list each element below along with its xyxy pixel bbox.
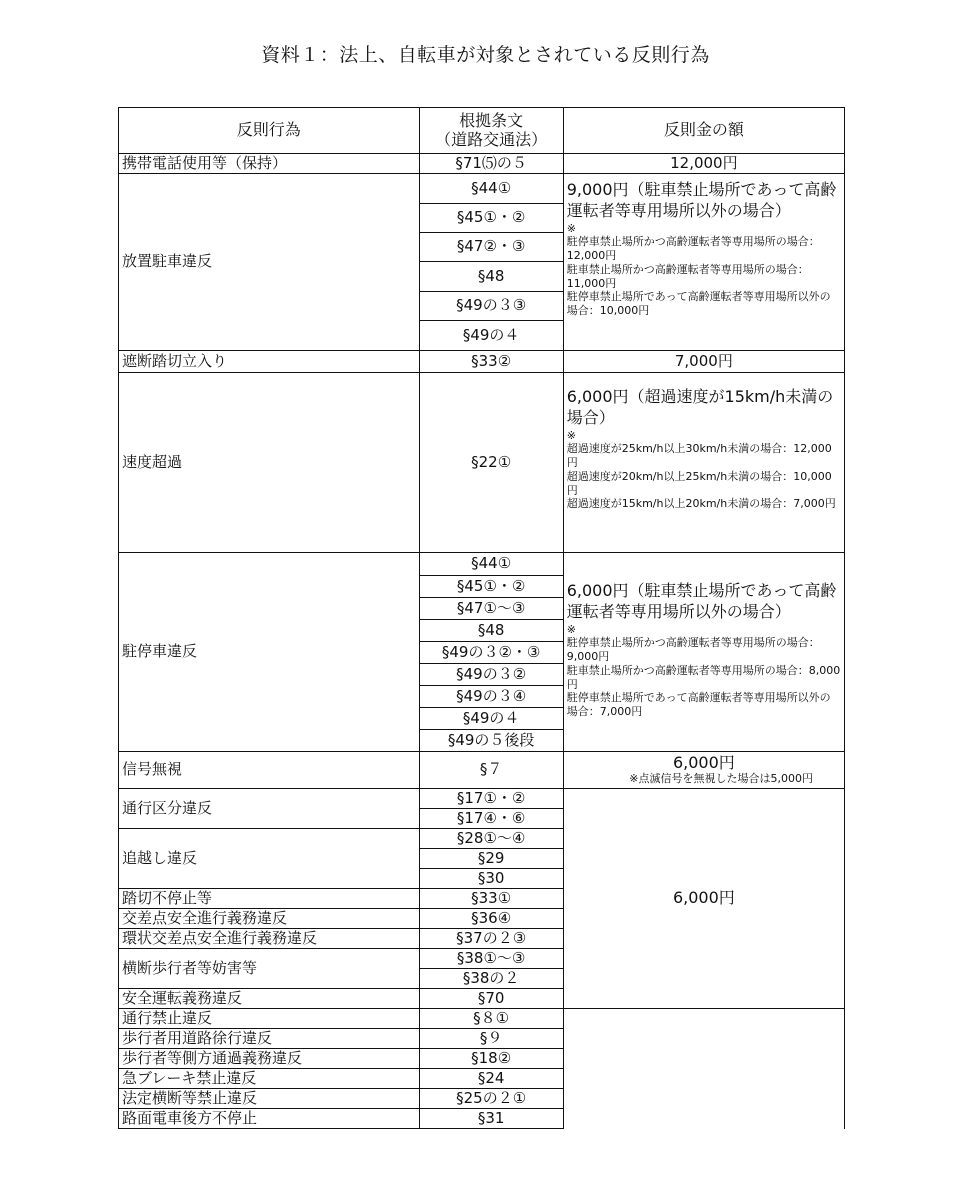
header-basis-line2: （道路交通法） — [435, 129, 548, 149]
act-cell: 環状交差点安全進行義務違反 — [119, 929, 420, 949]
article-cell: §24 — [419, 1069, 563, 1089]
article-cell: §44① — [419, 174, 563, 204]
article-cell: §38①〜③ — [419, 949, 563, 969]
article-cell: §31 — [419, 1109, 563, 1129]
fine-main: 6,000円（駐車禁止場所であって高齢運転者等専用場所以外の場合） — [566, 581, 837, 621]
fine-note: ※点滅信号を無視した場合は5,000円 — [629, 771, 813, 785]
act-cell: 歩行者用道路徐行違反 — [119, 1029, 420, 1049]
article-cell: §45①・② — [419, 204, 563, 233]
article-cell: §47②・③ — [419, 233, 563, 262]
article-cell: §30 — [419, 869, 563, 889]
fine-note: 駐停車禁止場所かつ高齢運転者等専用場所の場合：9,000円 — [566, 636, 820, 664]
table-row — [119, 553, 845, 576]
act-cell: 通行禁止違反 — [119, 1009, 420, 1029]
table-row — [119, 789, 845, 809]
act-cell: 歩行者等側方通過義務違反 — [119, 1049, 420, 1069]
act-cell: 速度超過 — [119, 373, 420, 553]
article-cell: §48 — [419, 262, 563, 292]
article-cell: §28①〜④ — [419, 829, 563, 849]
header-fine: 反則金の額 — [563, 108, 844, 154]
fine-main: 9,000円（駐車禁止場所であって高齢運転者等専用場所以外の場合） — [566, 180, 837, 220]
article-cell: §49の４ — [419, 321, 563, 351]
act-cell: 横断歩行者等妨害等 — [119, 949, 420, 989]
article-cell: §49の５後段 — [419, 730, 563, 752]
table-row — [119, 752, 845, 789]
article-cell: §９ — [419, 1029, 563, 1049]
fine-note: ※ — [566, 428, 576, 442]
article-cell: §49の３④ — [419, 686, 563, 708]
fine-note: 駐車禁止場所かつ高齢運転者等専用場所の場合：11,000円 — [566, 262, 809, 290]
act-cell: 通行区分違反 — [119, 789, 420, 829]
fine-cell: 12,000円 — [563, 154, 844, 174]
act-cell: 携帯電話使用等（保持） — [119, 154, 420, 174]
page-title: 資料１：法上、自転車が対象とされている反則行為 — [261, 44, 710, 66]
article-cell: §48 — [419, 620, 563, 642]
act-cell: 路面電車後方不停止 — [119, 1109, 420, 1129]
header-basis-line1: 根拠条文 — [459, 111, 524, 131]
act-cell: 安全運転義務違反 — [119, 989, 420, 1009]
fine-note: 駐車禁止場所かつ高齢運転者等専用場所の場合：8,000円 — [566, 663, 841, 691]
header-basis — [419, 108, 563, 154]
article-cell: §70 — [419, 989, 563, 1009]
article-cell: §49の３② — [419, 664, 563, 686]
table-row — [119, 373, 845, 553]
article-cell: §49の４ — [419, 708, 563, 730]
article-cell: §７ — [419, 752, 563, 789]
fine-cell: 7,000円 — [563, 351, 844, 373]
fine-cell-continued — [563, 1009, 844, 1129]
violation-table — [118, 107, 845, 1129]
fine-note: ※ — [566, 622, 576, 636]
article-cell: §36④ — [419, 909, 563, 929]
fine-note: ※ — [566, 221, 576, 235]
article-cell: §71⑸の５ — [419, 154, 563, 174]
article-cell: §22① — [419, 373, 563, 553]
fine-main: 6,000円（超過速度が15km/h未満の場合） — [566, 387, 834, 427]
article-cell: §37の２③ — [419, 929, 563, 949]
fine-cell — [563, 174, 844, 351]
fine-note: 駐停車禁止場所かつ高齢運転者等専用場所の場合：12,000円 — [566, 235, 820, 263]
act-cell: 急ブレーキ禁止違反 — [119, 1069, 420, 1089]
fine-note: 駐停車禁止場所であって高齢運転者等専用場所以外の場合：10,000円 — [566, 290, 831, 318]
table-row — [119, 174, 845, 204]
table-row — [119, 1009, 845, 1029]
article-cell: §38の２ — [419, 969, 563, 989]
fine-main: 6,000円 — [672, 753, 735, 773]
article-cell: §33① — [419, 889, 563, 909]
article-cell: §17①・② — [419, 789, 563, 809]
table-row — [119, 351, 845, 373]
act-cell: 追越し違反 — [119, 829, 420, 889]
act-cell: 法定横断等禁止違反 — [119, 1089, 420, 1109]
fine-cell: 6,000円 — [563, 789, 844, 1009]
article-cell: §49の３③ — [419, 292, 563, 321]
fine-note: 超過速度が15km/h以上20km/h未満の場合：7,000円 — [566, 497, 836, 511]
article-cell: §49の３②・③ — [419, 642, 563, 664]
table-header-row — [119, 108, 845, 154]
fine-cell — [563, 373, 844, 553]
act-cell: 遮断踏切立入り — [119, 351, 420, 373]
article-cell: §47①〜③ — [419, 598, 563, 620]
article-cell: §29 — [419, 849, 563, 869]
header-act: 反則行為 — [119, 108, 420, 154]
article-cell: §８① — [419, 1009, 563, 1029]
article-cell: §18② — [419, 1049, 563, 1069]
fine-cell — [563, 553, 844, 752]
article-cell: §17④・⑥ — [419, 809, 563, 829]
fine-note: 超過速度が25km/h以上30km/h未満の場合：12,000円 — [566, 442, 832, 470]
act-cell: 放置駐車違反 — [119, 174, 420, 351]
article-cell: §25の２① — [419, 1089, 563, 1109]
act-cell: 踏切不停止等 — [119, 889, 420, 909]
fine-note: 超過速度が20km/h以上25km/h未満の場合：10,000円 — [566, 469, 832, 497]
fine-cell — [563, 752, 844, 789]
article-cell: §33② — [419, 351, 563, 373]
act-cell: 信号無視 — [119, 752, 420, 789]
article-cell: §44① — [419, 553, 563, 576]
act-cell: 駐停車違反 — [119, 553, 420, 752]
article-cell: §45①・② — [419, 576, 563, 598]
fine-note: 駐停車禁止場所であって高齢運転者等専用場所以外の場合：7,000円 — [566, 691, 831, 719]
table-row — [119, 154, 845, 174]
act-cell: 交差点安全進行義務違反 — [119, 909, 420, 929]
